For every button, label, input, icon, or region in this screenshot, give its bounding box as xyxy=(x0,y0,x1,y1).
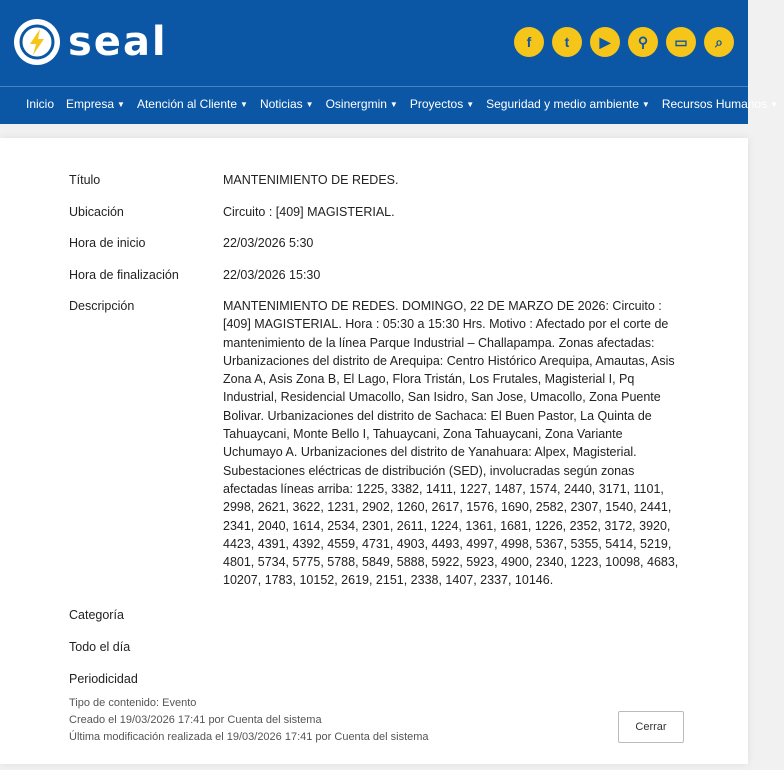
nav-item-atenci-n-al-cliente[interactable] xyxy=(131,97,254,111)
caret-down-icon: ▼ xyxy=(641,99,650,109)
caret-down-icon: ▼ xyxy=(770,99,779,109)
title-value: MANTENIMIENTO DE REDES. xyxy=(223,173,399,187)
caret-down-icon: ▼ xyxy=(389,99,398,109)
nav-item-label: Seguridad y medio ambiente xyxy=(486,97,639,111)
nav-item-label: Empresa xyxy=(66,97,115,111)
nav-item-inicio[interactable] xyxy=(20,97,60,111)
caret-down-icon: ▼ xyxy=(117,99,125,109)
laptop-icon[interactable]: ▭ xyxy=(666,27,696,57)
search-icon[interactable]: ⌕ xyxy=(704,27,734,57)
youtube-icon[interactable]: ▶ xyxy=(590,27,620,57)
caret-down-icon: ▼ xyxy=(466,99,475,109)
start-value: 22/03/2026 5:30 xyxy=(223,236,314,250)
location-label: Ubicación xyxy=(69,205,124,219)
nav-item-noticias[interactable] xyxy=(254,97,320,111)
all-day-label: Todo el día xyxy=(69,640,131,654)
seal-logo[interactable] xyxy=(14,18,168,66)
brand-name: seal xyxy=(68,19,168,65)
facebook-icon[interactable]: f xyxy=(514,27,544,57)
description-value: MANTENIMIENTO DE REDES. DOMINGO, 22 DE MARZO DE 2026: Circuito : [409] MAGISTERIAL. Hora : 05:30 a 15:30 Hrs. Motivo : Afectado por el corte de mantenimiento de la línea Parque Industrial – Challapampa. Zonas afectadas: Urbanizaciones del distrito de Arequipa: Centro Histórico Arequipa, Amautas, Asis Zona A, Asis Zona B, El Lago, Flora Tristán, Los Frutales, Magisterial I, Pq Industrial, Residencial Umacollo, San Isidro, San Jose, Umacollo, Zona Puente Bolivar. Urbanizaciones del distrito de Sachaca: El Buen Pastor, La Quinta de Tahuaycani, Monte Bello I, Tahuaycani, Zona Tahuaycani, Zona Variante Uchumayo A. Urbanizaciones del distrito de Yanahuara: Alpex, Magisterial. Subestaciones eléctricas de distribución (SED), involucradas según zonas afectadas líneas arriba: 1225, 3382, 1411, 1227, 1487, 1574, 2440, 3171, 1101, 2998, 2621, 3622, 1231, 2902, 1260, 2617, 1576, 1690, 2582, 2307, 1540, 2441, 2341, 2040, 1614, 2534, 2301, 2611, 1224, 1361, 1681, 1226, 2352, 3172, 3920, 4423, 4391, 4392, 4559, 4731, 4903, 4493, 4997, 4998, 5367, 5355, 5414, 5219, 4801, 5734, 5775, 5788, 5849, 5888, 5922, 5923, 4900, 2340, 1223, 10098, 4683, 10207, 1783, 10152, 2619, 2151, 2338, 1407, 2337, 10146. xyxy=(223,299,679,588)
nav-item-osinergmin[interactable] xyxy=(320,97,404,111)
nav-item-seguridad-y-medio-ambiente[interactable] xyxy=(480,97,656,111)
recurrence-label: Periodicidad xyxy=(69,672,138,686)
header-divider xyxy=(0,86,748,87)
nav-item-recursos-humanos[interactable] xyxy=(656,97,784,111)
event-detail-panel xyxy=(0,138,748,764)
nav-item-label: Inicio xyxy=(26,97,55,111)
nav-item-label: Atención al Cliente xyxy=(136,97,238,111)
caret-down-icon: ▼ xyxy=(240,99,248,109)
title-label: Título xyxy=(69,173,101,187)
nav-item-label: Recursos Humanos xyxy=(661,97,768,111)
nav-item-label: Noticias xyxy=(259,97,303,111)
lightning-icon xyxy=(14,19,60,65)
description-label: Descripción xyxy=(69,299,135,313)
site-header xyxy=(0,0,779,124)
category-label: Categoría xyxy=(69,608,124,622)
nav-item-empresa[interactable] xyxy=(60,97,131,111)
created-text: Creado el 19/03/2026 17:41 por Cuenta del sistema xyxy=(69,714,322,726)
modified-text: Última modificación realizada el 19/03/2026 17:41 por Cuenta del sistema xyxy=(69,731,429,743)
item-metadata xyxy=(69,695,429,746)
social-links xyxy=(514,27,734,57)
nav-item-label: Proyectos xyxy=(409,97,464,111)
end-value: 22/03/2026 15:30 xyxy=(223,268,321,282)
caret-down-icon: ▼ xyxy=(305,99,314,109)
location-value: Circuito : [409] MAGISTERIAL. xyxy=(223,205,395,219)
start-label: Hora de inicio xyxy=(69,236,146,250)
end-label: Hora de finalización xyxy=(69,268,179,282)
content-type-text: Tipo de contenido: Evento xyxy=(69,697,197,709)
main-nav xyxy=(20,97,784,111)
nav-item-label: Osinergmin xyxy=(325,97,387,111)
close-button[interactable]: Cerrar xyxy=(618,711,684,743)
twitter-icon[interactable]: t xyxy=(552,27,582,57)
nav-item-proyectos[interactable] xyxy=(404,97,480,111)
sitemap-icon[interactable]: ⚲ xyxy=(628,27,658,57)
